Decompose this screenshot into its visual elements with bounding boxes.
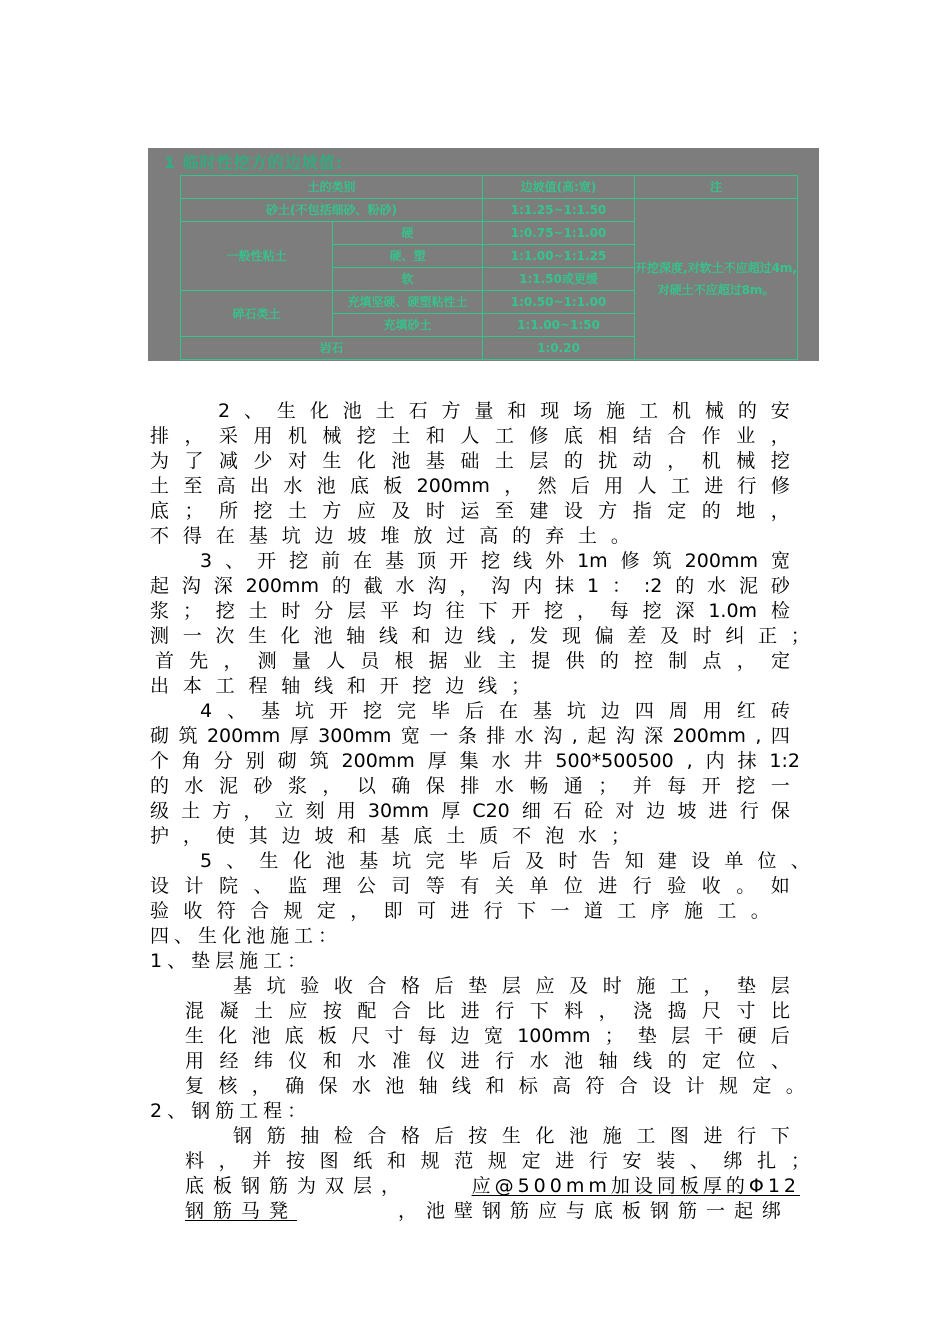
text-line: 个 角 分 别 砌 筑 200mm 厚 集 水 井 500*500500 , 内 抹 1:2 <box>150 750 800 772</box>
text-line: 级 土 方 ， 立 刻 用 30mm 厚 C20 细 石 砼 对 边 坡 进 行 保 <box>150 800 790 822</box>
text-line: 用 经 纬 仪 和 水 准 仪 进 行 水 池 轴 线 的 定 位 、 <box>185 1050 790 1072</box>
header-soil-type: 土的类别 <box>181 176 483 199</box>
cell-value: 1:1.25~1:1.50 <box>483 199 635 222</box>
text-line: 5 、 生 化 池 基 坑 完 毕 后 及 时 告 知 建 设 单 位 、 <box>200 850 810 872</box>
text-span: 底板钢筋为双层， <box>185 1175 410 1197</box>
text-line: 砌 筑 200mm 厚 300mm 宽 一 条 排 水 沟 , 起 沟 深 200mm , 四 <box>150 725 790 747</box>
cell-category: 岩石 <box>181 337 483 360</box>
text-line: 基 坑 验 收 合 格 后 垫 层 应 及 时 施 工 ， 垫 层 <box>233 975 790 997</box>
section-heading: 四、生化池施工： <box>150 925 343 947</box>
text-line: 排 ， 采 用 机 械 挖 土 和 人 工 修 底 相 结 合 作 业 ， <box>150 425 790 447</box>
cell-value: 1:0.50~1:1.00 <box>483 291 635 314</box>
text-line: 2 、 生 化 池 土 石 方 量 和 现 场 施 工 机 械 的 安 <box>218 400 790 422</box>
text-line: 验 收 符 合 规 定 ， 即 可 进 行 下 一 道 工 序 施 工 。 <box>150 900 770 922</box>
text-span: ，池壁钢筋应与底板钢筋一起绑 <box>397 1200 790 1222</box>
text-line: 土 至 高 出 水 池 底 板 200mm ， 然 后 用 人 工 进 行 修 <box>150 475 790 497</box>
text-line <box>185 1174 800 1198</box>
text-line: 起 沟 深 200mm 的 截 水 沟 ， 沟 内 抹 1 ： :2 的 水 泥 砂 <box>150 575 790 597</box>
text-line: 首 先 ， 测 量 人 员 根 据 业 主 提 供 的 控 制 点 ， 定 <box>155 650 790 672</box>
text-line: 浆 ； 挖 土 时 分 层 平 均 往 下 开 挖 ， 每 挖 深 1.0m 检 <box>150 600 790 622</box>
underlined-text: 钢筋马凳 <box>185 1200 298 1222</box>
text-line: 钢 筋 抽 检 合 格 后 按 生 化 池 施 工 图 进 行 下 <box>233 1125 790 1147</box>
text-line: 测 一 次 生 化 池 轴 线 和 边 线 , 发 现 偏 差 及 时 纠 正 ； <box>150 625 810 647</box>
text-line: 4 、 基 坑 开 挖 完 毕 后 在 基 坑 边 四 周 用 红 砖 <box>200 700 790 722</box>
text-line <box>185 1199 790 1223</box>
cell-category: 碎石类土 <box>181 291 333 337</box>
cell-value: 1:1.00~1:1.25 <box>483 245 635 268</box>
cell-sub: 软 <box>333 268 483 291</box>
header-note: 注 <box>635 176 798 199</box>
text-line: 底 ； 所 挖 土 方 应 及 时 运 至 建 设 方 指 定 的 地 ， <box>150 500 790 522</box>
text-line: 料 ， 并 按 图 纸 和 规 范 规 定 进 行 安 装 、 绑 扎 ； <box>185 1150 810 1172</box>
text-line: 的 水 泥 砂 浆 ， 以 确 保 排 水 畅 通 ； 并 每 开 挖 一 <box>150 775 790 797</box>
text-line: 混 凝 土 应 按 配 合 比 进 行 下 料 ， 浇 捣 尺 寸 比 <box>185 1000 790 1022</box>
text-line: 出 本 工 程 轴 线 和 开 挖 边 线 ； <box>150 675 530 697</box>
text-line: 不 得 在 基 坑 边 坡 堆 放 过 高 的 弃 土 。 <box>150 525 630 547</box>
cell-sub: 充填坚硬、硬塑粘性土 <box>333 291 483 314</box>
header-slope-value: 边坡值(高:宽) <box>483 176 635 199</box>
cell-sub: 充填砂土 <box>333 314 483 337</box>
subsection-heading: 1、垫层施工： <box>150 950 312 972</box>
cell-value: 1:0.20 <box>483 337 635 360</box>
cell-value: 1:0.75~1:1.00 <box>483 222 635 245</box>
cell-sub: 硬 <box>333 222 483 245</box>
cell-category: 一般性粘土 <box>181 222 333 291</box>
cell-value: 1:1.50或更缓 <box>483 268 635 291</box>
table-title: 1 临时性挖方的边坡值: <box>164 153 344 172</box>
cell-note: 开挖深度,对软土不应超过4m,对硬土不应超过8m。 <box>635 199 798 360</box>
text-line: 复 核 ， 确 保 水 池 轴 线 和 标 高 符 合 设 计 规 定 。 <box>185 1075 805 1097</box>
text-line: 设 计 院 、 监 理 公 司 等 有 关 单 位 进 行 验 收 。 如 <box>150 875 790 897</box>
cell-value: 1:1.00~1:50 <box>483 314 635 337</box>
text-line: 护 ， 使 其 边 坡 和 基 底 土 质 不 泡 水 ； <box>150 825 630 847</box>
text-line: 3 、 开 挖 前 在 基 顶 开 挖 线 外 1m 修 筑 200mm 宽 <box>200 550 790 572</box>
subsection-heading: 2、钢筋工程： <box>150 1100 312 1122</box>
underlined-text: 应@500mm加设同板厚的Φ12 <box>471 1175 800 1197</box>
cell-category: 砂土(不包括细砂、粉砂) <box>181 199 483 222</box>
text-line: 为 了 减 少 对 生 化 池 基 础 土 层 的 扰 动 ， 机 械 挖 <box>150 450 790 472</box>
text-line: 生 化 池 底 板 尺 寸 每 边 宽 100mm ； 垫 层 干 硬 后 <box>185 1025 790 1047</box>
cell-sub: 硬、塑 <box>333 245 483 268</box>
